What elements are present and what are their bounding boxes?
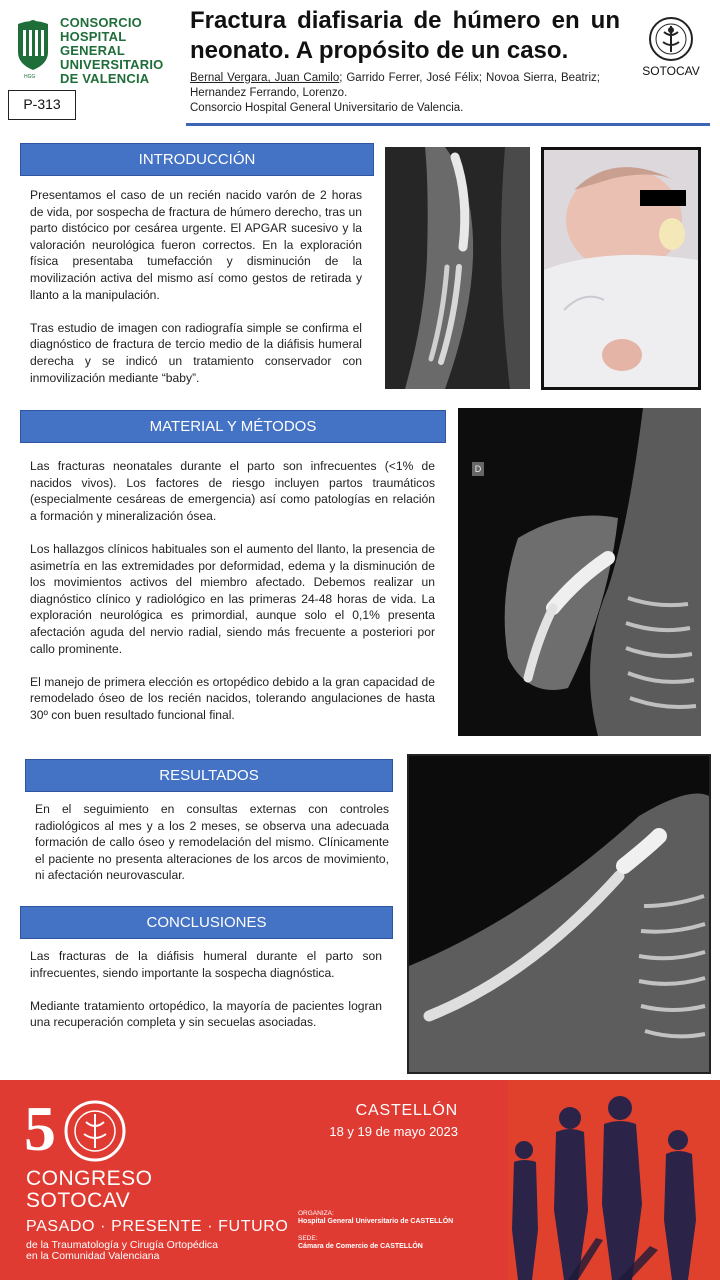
congress-banner <box>0 1080 720 1280</box>
congress-subtitle-line2: en la Comunidad Valenciana <box>26 1250 160 1262</box>
congress-title-line2: SOTOCAV <box>26 1189 131 1212</box>
congress-number: 5 <box>24 1093 56 1164</box>
poster-id-badge: P-313 <box>8 90 76 120</box>
crest-caption: HGG <box>24 74 36 80</box>
congress-date: 18 y 19 de mayo 2023 <box>329 1124 458 1139</box>
methods-text <box>30 458 435 724</box>
conclusions-heading: CONCLUSIONES <box>20 906 393 939</box>
header-divider <box>186 123 710 126</box>
results-text <box>35 801 389 884</box>
congress-organizers <box>298 1210 453 1251</box>
sede-value: Cámara de Comercio de CASTELLÓN <box>298 1243 423 1250</box>
newborn-photo <box>541 147 701 390</box>
authors-block <box>190 71 600 116</box>
conclusions-paragraph-1: Las fracturas de la diáfisis humeral durante el parto son infrecuentes, siendo importante la sospecha diagnóstica. <box>30 949 382 980</box>
newborn-photo-graphic <box>544 150 698 387</box>
methods-heading: MATERIAL Y MÉTODOS <box>20 410 446 443</box>
affiliation: Consorcio Hospital General Universitario de Valencia. <box>190 102 464 114</box>
hospital-crest-icon <box>14 18 52 76</box>
results-paragraph-1: En el seguimiento en consultas externas con controles radiológicos al mes y a los 2 meses, se observa una adecuada formación de callo óseo y remodelación del mismo. Clínicamente el paciente no presenta alteraciones de los arcos de movimiento, ni afectación neurovascular. <box>35 802 389 883</box>
silhouette-artwork <box>508 1080 720 1280</box>
congress-city: CASTELLÓN <box>355 1102 458 1119</box>
conclusions-paragraph-2: Mediante tratamiento ortopédico, la mayoría de pacientes logran una recuperación completa y sin secuelas asociadas. <box>30 998 382 1030</box>
intro-text <box>30 187 362 386</box>
intro-paragraph-2: Tras estudio de imagen con radiografía simple se confirma el diagnóstico de fractura de tercio medio de la diáfisis humeral derecha y se indicó un tratamiento conservador con inmovilización mediante “baby”. <box>30 320 362 385</box>
poster-title: Fractura diafisaria de húmero en un neonato. A propósito de un caso. <box>190 7 620 64</box>
methods-paragraph-2: Los hallazgos clínicos habituales son el aumento del llanto, la presencia de asimetría en las extremidades por deformidad, edema y la disminución de los movimientos activos del miembro afectado. Debemos realizar un diagnóstico clínico y radiológico en las primeras 24-48 horas de vida. La exploración neurológica es primordial, aunque solo el 0,1% presenta afectación aguda del nervio radial, siendo más frecuente a posteriori por callo prominente. <box>30 541 435 656</box>
xray-side-marker: D <box>472 462 484 476</box>
arm-xray-graphic <box>385 147 530 389</box>
methods-paragraph-3: El manejo de primera elección es ortopédico debido a la gran capacidad de remodelado óseo de los recién nacidos, tolerando angulaciones de hasta 30º con buen resultado funcional final. <box>30 674 435 722</box>
congress-subtitle-line1: de la Traumatología y Cirugía Ortopédica <box>26 1239 219 1251</box>
followup-xray-image <box>407 754 711 1074</box>
first-author: Bernal Vergara, Juan Camilo <box>190 72 340 84</box>
methods-paragraph-1: Las fracturas neonatales durante el parto son infrecuentes (<1% de nacidos vivos). Los factores de riesgo incluyen partos traumáticos (especialmente cesáreas de emergencia) así como patologías en relación a formación y mineralización ósea. <box>30 459 435 523</box>
congress-title <box>26 1168 153 1212</box>
hospital-name: CONSORCIO HOSPITAL GENERAL UNIVERSITARIO DE VALENCIA <box>60 15 164 86</box>
results-heading: RESULTADOS <box>25 759 393 792</box>
intro-xray-image <box>385 147 530 389</box>
sotocav-seal <box>640 16 702 88</box>
intro-paragraph-1: Presentamos el caso de un recién nacido varón de 2 horas de vida, por sospecha de fractura de húmero derecho, tras un parto distócico por cesárea urgente. El APGAR sucesivo y la valoración neurológica fueron correctos. En la exploración física presentaba tumefacción y disminución de la movilización activa del mismo así como gestos de retirada y llanto a la manipulación. <box>30 188 362 302</box>
sotocav-seal-icon <box>648 16 694 62</box>
organiza-value: Hospital General Universitario de CASTELLÓN <box>298 1218 454 1225</box>
conclusions-text <box>30 948 382 1031</box>
sede-label: SEDE: <box>298 1235 318 1242</box>
congress-tagline: PASADO · PRESENTE · FUTURO <box>26 1218 289 1235</box>
congress-subtitle <box>26 1240 218 1262</box>
followup-xray-graphic <box>409 756 709 1072</box>
congress-title-line1: CONGRESO <box>26 1167 153 1190</box>
other-authors: ; Garrido Ferrer, José Félix; Novoa Sierra, Beatriz; Hernandez Ferrando, Lorenzo. <box>190 72 601 99</box>
humerus-xray-graphic <box>458 408 701 736</box>
intro-heading: INTRODUCCIÓN <box>20 143 374 176</box>
seal-label: SOTOCAV <box>642 64 700 78</box>
congress-seal-icon <box>64 1100 126 1162</box>
organiza-label: ORGANIZA: <box>298 1210 334 1217</box>
hospital-logo <box>14 15 184 86</box>
methods-xray-image <box>458 408 701 736</box>
